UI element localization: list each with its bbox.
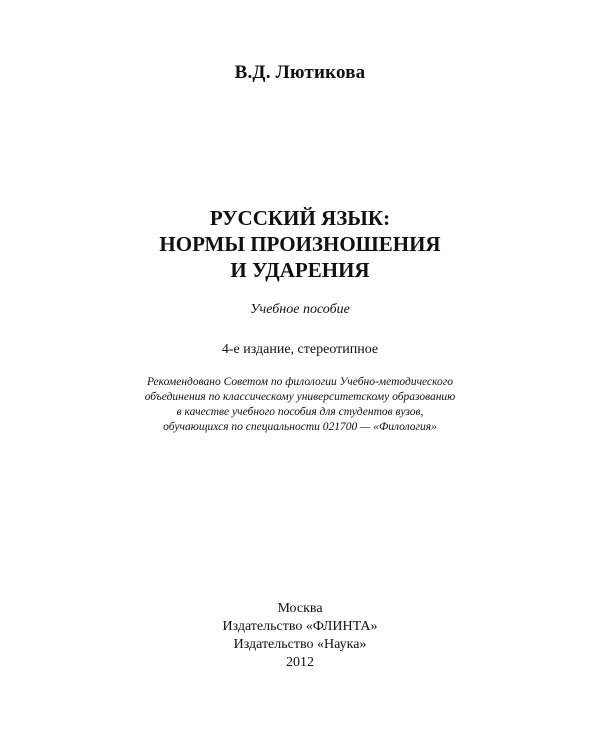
recommendation-line: обучающихся по специальности 021700 — «Филология» [163,421,437,433]
book-title [0,205,600,283]
book-title-line: И УДАРЕНИЯ [230,258,370,282]
book-title-line: НОРМЫ ПРОИЗНОШЕНИЯ [159,232,441,256]
imprint-block [0,600,600,672]
imprint-year: 2012 [286,655,314,670]
book-title-line: РУССКИЙ ЯЗЫК: [209,206,391,230]
recommendation-line: объединения по классическому университетскому образованию [144,391,456,403]
recommendation-note [0,375,600,435]
author-name: В.Д. Лютикова [234,62,366,83]
edition-note: 4-е издание, стереотипное [221,342,379,357]
imprint-publisher-flinta: Издательство «ФЛИНТА» [222,619,378,634]
recommendation-line: в качестве учебного пособия для студентов вузов, [176,406,424,418]
book-subtitle: Учебное пособие [250,302,350,317]
imprint-city: Москва [277,601,323,616]
imprint-publisher-nauka: Издательство «Наука» [233,637,367,652]
recommendation-line: Рекомендовано Советом по филологии Учебно-методического [146,376,454,388]
